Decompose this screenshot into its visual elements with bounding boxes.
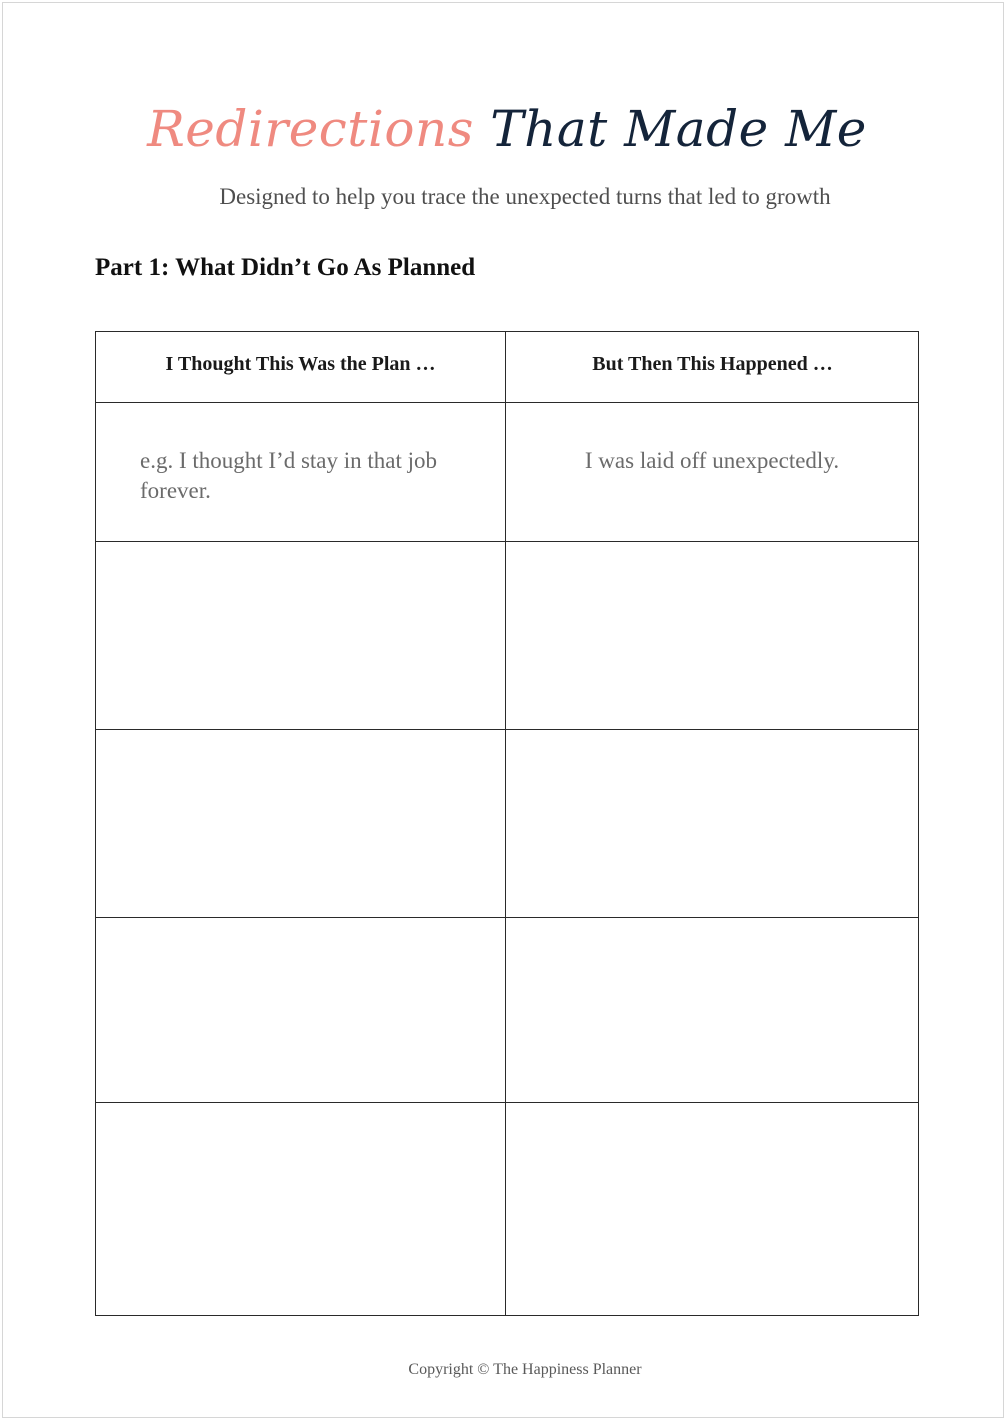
- example-happened: I was laid off unexpectedly.: [584, 448, 840, 473]
- copyright-footer: Copyright © The Happiness Planner: [408, 1361, 642, 1378]
- redirections-table: [95, 331, 919, 1316]
- header-plan: I Thought This Was the Plan …: [165, 353, 436, 375]
- subtitle: Designed to help you trace the unexpected turns that led to growth: [219, 184, 831, 209]
- row-divider-header: [96, 402, 918, 403]
- worksheet-page: [2, 2, 1004, 1418]
- header-happened: But Then This Happened …: [592, 353, 833, 375]
- blank-cell-happened-1[interactable]: [506, 542, 918, 729]
- blank-cell-happened-3[interactable]: [506, 918, 918, 1102]
- blank-cell-happened-2[interactable]: [506, 730, 918, 917]
- blank-cell-happened-4[interactable]: [506, 1103, 918, 1315]
- blank-cell-plan-2[interactable]: [96, 730, 505, 917]
- section-heading: Part 1: What Didn’t Go As Planned: [95, 254, 476, 281]
- title-main: That Made Me: [490, 100, 867, 158]
- blank-cell-plan-1[interactable]: [96, 542, 505, 729]
- title-accent: Redirections: [147, 100, 474, 158]
- blank-cell-plan-4[interactable]: [96, 1103, 505, 1315]
- blank-cell-plan-3[interactable]: [96, 918, 505, 1102]
- example-plan: e.g. I thought I’d stay in that job forever.: [140, 448, 438, 503]
- page-title: [3, 97, 1008, 161]
